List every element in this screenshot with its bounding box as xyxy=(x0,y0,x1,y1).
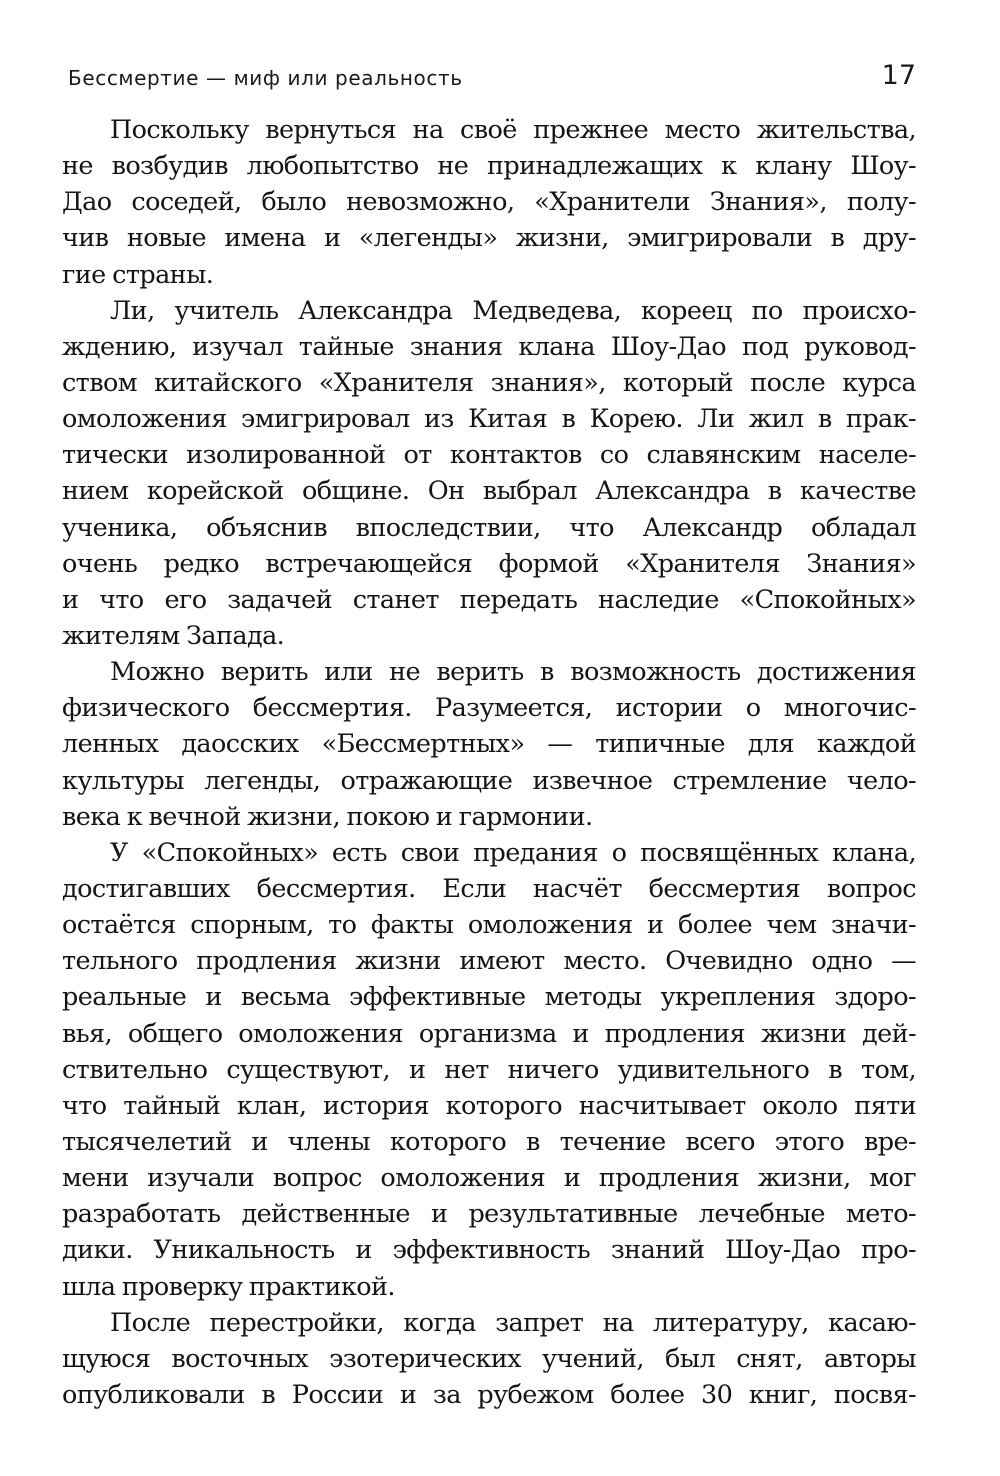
text-line: мени изучали вопрос омоложения и продления жизни, мог xyxy=(62,1163,916,1194)
text-line: гие страны. xyxy=(62,259,214,290)
running-head xyxy=(68,62,916,94)
text-line: достигавших бессмертия. Если насчёт бессмертия вопрос xyxy=(62,873,916,904)
text-line: реальные и весьма эффективные методы укрепления здоро- xyxy=(62,982,916,1013)
text-line: Можно верить или не верить в возможность достижения xyxy=(110,657,916,688)
text-line: нием корейской общине. Он выбрал Александра в качестве xyxy=(62,476,916,507)
paragraph xyxy=(62,1305,916,1413)
text-line: и что его задачей станет передать наследие «Спокойных» xyxy=(62,584,916,615)
text-line: ленных даосских «Бессмертных» — типичные для каждой xyxy=(62,729,916,760)
text-line: У «Спокойных» есть свои предания о посвящённых клана, xyxy=(110,837,916,868)
text-line: очень редко встречающейся формой «Хранителя Знания» xyxy=(62,548,916,579)
text-line: Поскольку вернуться на своё прежнее место жительства, xyxy=(110,115,916,145)
text-line: Дао соседей, было невозможно, «Хранители Знания», полу- xyxy=(62,187,916,218)
page-number: 17 xyxy=(881,60,916,91)
paragraph xyxy=(62,835,916,1305)
text-line: щуюся восточных эзотерических учений, был снят, авторы xyxy=(62,1343,916,1374)
text-line: разработать действенные и результативные лечебные мето- xyxy=(62,1199,916,1230)
text-line: ствительно существуют, и нет ничего удивительного в том, xyxy=(62,1054,916,1085)
paragraph xyxy=(62,654,916,835)
text-line: века к вечной жизни, покою и гармонии. xyxy=(62,801,593,832)
text-line: омоложения эмигрировал из Китая в Корею. Ли жил в прак- xyxy=(62,404,916,435)
text-line: не возбудив любопытство не принадлежащих к клану Шоу- xyxy=(62,151,916,182)
text-line: физического бессмертия. Разумеется, истории о многочис- xyxy=(62,693,916,724)
text-line: что тайный клан, история которого насчитывает около пяти xyxy=(62,1090,916,1121)
text-line: тысячелетий и члены которого в течение всего этого вре- xyxy=(62,1126,916,1157)
text-line: шла проверку практикой. xyxy=(62,1271,395,1302)
text-line: остаётся спорным, то факты омоложения и более чем значи- xyxy=(62,910,916,941)
text-line: вья, общего омоложения организма и продления жизни дей- xyxy=(62,1018,916,1049)
running-title: Бессмертие — миф или реальность xyxy=(68,66,463,90)
text-line: ученика, объяснив впоследствии, что Александр обладал xyxy=(62,512,916,543)
text-line: дики. Уникальность и эффективность знаний Шоу-Дао про- xyxy=(62,1235,916,1266)
paragraph xyxy=(62,293,916,654)
text-line: ждению, изучал тайные знания клана Шоу-Дао под руковод- xyxy=(62,331,916,362)
text-line: жителям Запада. xyxy=(62,620,285,651)
text-line: опубликовали в России и за рубежом более 30 книг, посвя- xyxy=(62,1379,916,1410)
paragraph xyxy=(62,112,916,293)
text-line: тически изолированной от контактов со славянским населе- xyxy=(62,440,916,471)
body-text xyxy=(62,112,916,1413)
text-line: культуры легенды, отражающие извечное стремление чело- xyxy=(62,765,916,796)
text-line: Ли, учитель Александра Медведева, кореец по происхо- xyxy=(110,295,916,326)
text-line: чив новые имена и «легенды» жизни, эмигрировали в дру- xyxy=(62,223,916,254)
text-line: После перестройки, когда запрет на литературу, касаю- xyxy=(110,1307,916,1338)
text-line: тельного продления жизни имеют место. Очевидно одно — xyxy=(62,946,916,977)
text-line: ством китайского «Хранителя знания», который после курса xyxy=(62,367,916,398)
